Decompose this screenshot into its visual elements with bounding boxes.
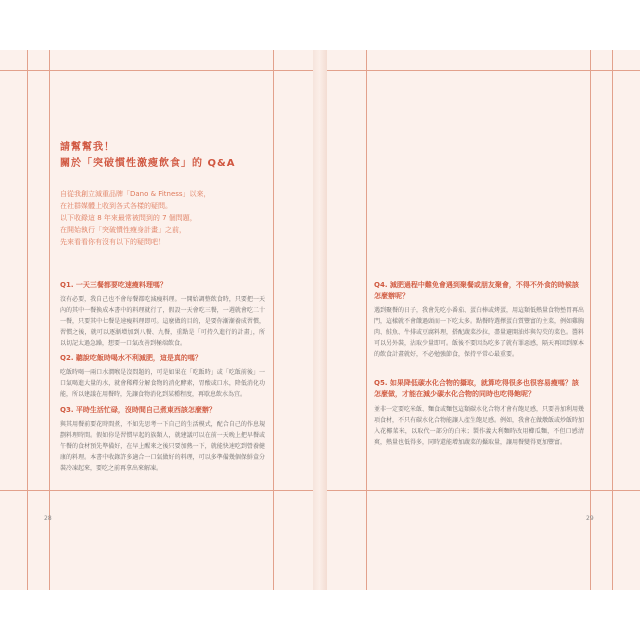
question-q5: Q5. 如果降低碳水化合物的攝取，就算吃得很多也很容易瘦嗎？該怎麼做，才能在減少碳水化合物的同時也吃得飽呢？	[374, 379, 579, 398]
intro-line: 自從我創立減重品牌「Dano & Fitness」以來，	[60, 190, 211, 198]
answer-a1: 沒有必要，我自己也不會每餐都吃減瘦料理。一開始調整飲食時，只要把一天內的其中一餐換成本書中的料理就行了，假設一天會吃三餐，一週就會吃二十一餐，只要其中七餐是速瘦料理即可。這麼做的目的，是要你漸漸養成習慣，習慣之後，就可以逐漸增加到八餐、九餐，重點是「可持久進行的計畫」，所以切記太過急躁，想要一口氣改善到極端飲食。	[60, 296, 265, 347]
frame-line	[327, 70, 640, 71]
frame-line	[49, 50, 50, 590]
frame-line	[273, 50, 274, 590]
page-number-right: 29	[586, 515, 594, 522]
question-q1: Q1. 一天三餐都要吃速瘦料理嗎？	[60, 281, 167, 289]
frame-line	[612, 50, 613, 590]
frame-line	[0, 490, 313, 491]
page-number-left: 28	[44, 515, 52, 522]
intro-line: 以下收錄這 8 年來最常被問到的 7 個問題，	[60, 214, 197, 222]
frame-line	[366, 50, 367, 590]
intro-line: 在社群媒體上收到各式各樣的疑問。	[60, 202, 172, 210]
answer-a5: 並非一定要吃米飯、麵食或麵包這類碳水化合物才會有飽足感，只要善加利用幾項食材，不只有碳水化合物能讓人產生飽足感。例如，我會在做燉飯或炒飯時加入花椰菜米，以取代一部分的白米；製作義大利麵時改用櫛瓜麵，不但口感清爽，熱量也低得多，同時還能增加蔬菜的攝取量，讓用餐變得更加豐富。	[374, 406, 584, 446]
question-q2: Q2. 聽說吃飯時喝水不利減肥，這是真的嗎？	[60, 354, 202, 362]
answer-a3: 與其用餐前要花時間煮，不如先思考一下自己的生活模式，配合自己的作息規劃料理時間。假如你是習慣早起的族類人，就建議可以在前一天晚上把早餐或午餐的食材預先準備好，在早上醒來之後只要加熱一下，就能快速吃到營養健康的料理。本書中收錄許多適合一口氣做好的料理，可以多準備幾個保鮮盒分裝冷凍起來，要吃之前再拿出來解凍。	[60, 421, 265, 472]
intro-line: 在開始執行「突破慣性瘦身計畫」之前，	[60, 226, 186, 234]
frame-line	[590, 50, 591, 590]
frame-line	[27, 50, 28, 590]
frame-line	[327, 490, 640, 491]
question-q4: Q4. 減肥過程中難免會遇到聚餐或朋友聚會，不得不外食的時候該怎麼辦呢？	[374, 281, 579, 300]
page-title-line1: 請幫幫我！	[60, 142, 115, 153]
question-q3: Q3. 平時生活忙碌，沒時間自己煮東西該怎麼辦？	[60, 406, 216, 414]
answer-a2: 吃飯時喝一兩口水潤喉是沒問題的，可是如果在「吃飯時」或「吃飯前後」一口氣喝進大量的水，就會稀釋分解食物的消化酵素，胃酸或口水，降低消化功能，所以建議在用餐時，先讓食物消化到某種程度，再歇息飲水為宜。	[60, 369, 265, 398]
intro-line: 先來看看你有沒有以下的疑問吧！	[60, 238, 165, 246]
book-gutter	[313, 50, 327, 590]
frame-line	[0, 70, 313, 71]
answer-a4: 遇到聚餐的日子，我會先吃小番茄、蛋白棒或烤蛋，用這類低熱量食物墊胃再出門，這樣就不會餓過頭而一下吃太多。點餐時選擇蛋白質豐富的主菜，例如雞胸肉、鮭魚、牛排或豆腐料理，搭配蔬菜沙拉，盡量避開油炸與勾芡的菜色。醬料可以另外裝，沾取少量即可。飯後不要因為吃多了就有罪惡感，隔天再回到原本的飲食計畫就好，不必勉強節食，保持平常心最重要。	[374, 307, 584, 358]
page-title-line2: 關於「突破慣性激瘦飲食」的 Q&A	[60, 158, 236, 169]
book-spread	[0, 50, 640, 590]
